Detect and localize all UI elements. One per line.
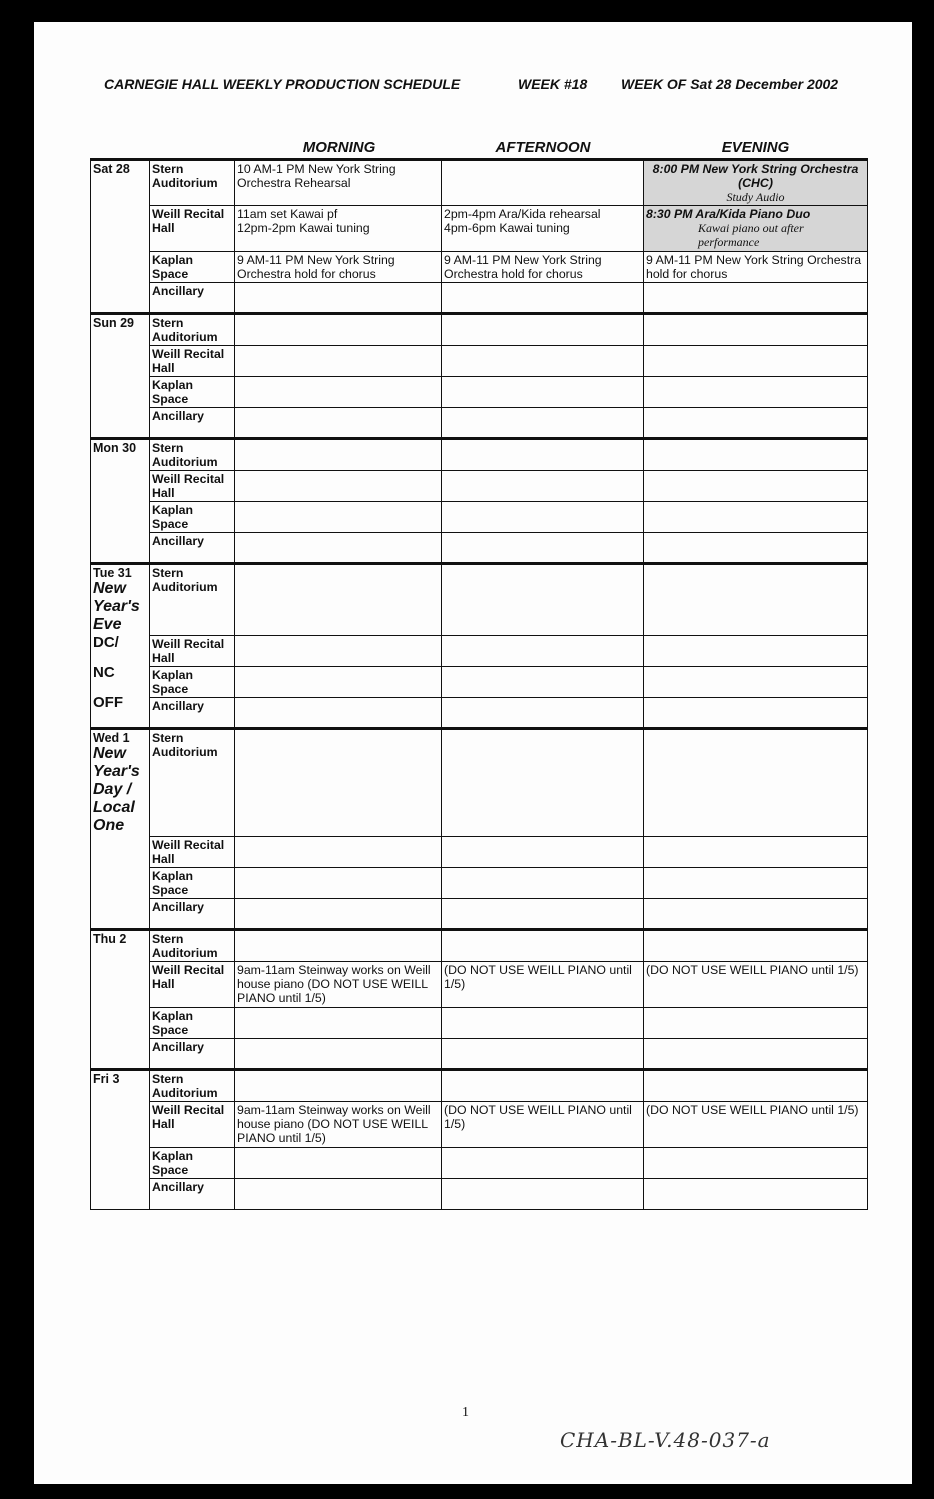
- cell-afternoon: [442, 667, 644, 698]
- table-row: [91, 1102, 868, 1148]
- cell-afternoon: [442, 1148, 644, 1179]
- cell-evening: [644, 667, 868, 698]
- cell-evening: [644, 439, 868, 471]
- cell-afternoon: [442, 160, 644, 206]
- table-row: [91, 837, 868, 868]
- schedule-table: [90, 158, 868, 1210]
- table-row: [91, 729, 868, 837]
- cell-evening: [644, 868, 868, 899]
- table-row: [91, 283, 868, 314]
- week-of: WEEK OF Sat 28 December 2002: [621, 76, 839, 92]
- cell-morning: [235, 868, 442, 899]
- schedule-title: CARNEGIE HALL WEEKLY PRODUCTION SCHEDULE: [104, 76, 461, 92]
- cell-morning: [235, 1179, 442, 1210]
- cell-evening: [644, 314, 868, 346]
- cell-evening: [644, 346, 868, 377]
- cell-morning: [235, 1008, 442, 1039]
- cell-line: 11am set Kawai pf: [237, 207, 338, 221]
- cell-afternoon: 9 AM-11 PM New York String Orchestra hold for chorus: [442, 252, 644, 283]
- cell-evening: [644, 206, 868, 252]
- event-subtitle: Kawai piano out after performance: [698, 221, 804, 249]
- cell-afternoon: [442, 377, 644, 408]
- table-row: [91, 252, 868, 283]
- cell-morning: [235, 439, 442, 471]
- venue-label: Weill Recital Hall: [150, 1102, 235, 1148]
- cell-morning: 10 AM-1 PM New York String Orchestra Rehearsal: [235, 160, 442, 206]
- cell-afternoon: [442, 346, 644, 377]
- cell-afternoon: [442, 439, 644, 471]
- table-row: [91, 471, 868, 502]
- table-row: [91, 564, 868, 636]
- cell-afternoon: [442, 636, 644, 667]
- table-row: [91, 899, 868, 930]
- cell-evening: [644, 377, 868, 408]
- cell-afternoon: [442, 502, 644, 533]
- venue-label: Stern Auditorium: [150, 314, 235, 346]
- cell-evening: [644, 837, 868, 868]
- day-extra: NC: [93, 664, 115, 681]
- venue-label: Kaplan Space: [150, 667, 235, 698]
- cell-morning: [235, 283, 442, 314]
- cell-evening: [644, 636, 868, 667]
- venue-label: Weill Recital Hall: [150, 471, 235, 502]
- cell-afternoon: [442, 564, 644, 636]
- cell-afternoon: [442, 837, 644, 868]
- cell-morning: 9am-11am Steinway works on Weill house piano (DO NOT USE WEILL PIANO until 1/5): [235, 962, 442, 1008]
- cell-evening: (DO NOT USE WEILL PIANO until 1/5): [644, 962, 868, 1008]
- cell-evening: [644, 1070, 868, 1102]
- cell-morning: [235, 471, 442, 502]
- cell-morning: [235, 314, 442, 346]
- cell-evening: [644, 1179, 868, 1210]
- venue-label: Weill Recital Hall: [150, 962, 235, 1008]
- cell-morning: 9am-11am Steinway works on Weill house piano (DO NOT USE WEILL PIANO until 1/5): [235, 1102, 442, 1148]
- week-number: WEEK #18: [518, 76, 588, 92]
- cell-morning: [235, 346, 442, 377]
- cell-evening: [644, 408, 868, 439]
- table-row: [91, 502, 868, 533]
- cell-evening: [644, 471, 868, 502]
- venue-label: Stern Auditorium: [150, 729, 235, 837]
- venue-label: Ancillary: [150, 698, 235, 729]
- day-label: Mon 30: [91, 439, 150, 564]
- venue-label: Stern Auditorium: [150, 160, 235, 206]
- table-row: [91, 439, 868, 471]
- cell-evening: [644, 1008, 868, 1039]
- table-row: [91, 1070, 868, 1102]
- cell-morning: 9 AM-11 PM New York String Orchestra hold for chorus: [235, 252, 442, 283]
- event-title: 8:30 PM Ara/Kida Piano Duo: [646, 207, 811, 221]
- cell-evening: [644, 698, 868, 729]
- cell-evening: [644, 930, 868, 962]
- cell-afternoon: [442, 1008, 644, 1039]
- cell-morning: [235, 1039, 442, 1070]
- cell-afternoon: [442, 206, 644, 252]
- table-row: [91, 408, 868, 439]
- table-row: [91, 346, 868, 377]
- cell-morning: [235, 408, 442, 439]
- table-row: [91, 1008, 868, 1039]
- venue-label: Kaplan Space: [150, 1148, 235, 1179]
- day-label: Wed 1: [93, 731, 130, 745]
- venue-label: Ancillary: [150, 533, 235, 564]
- cell-evening: [644, 283, 868, 314]
- table-row: [91, 930, 868, 962]
- cell-morning: [235, 837, 442, 868]
- venue-label: Kaplan Space: [150, 1008, 235, 1039]
- cell-morning: [235, 729, 442, 837]
- table-row: [91, 160, 868, 206]
- event-title: 8:00 PM New York String Orchestra (CHC): [652, 162, 859, 190]
- venue-label: Ancillary: [150, 283, 235, 314]
- cell-evening: [644, 160, 868, 206]
- table-row: [91, 636, 868, 667]
- cell-afternoon: [442, 314, 644, 346]
- venue-label: Weill Recital Hall: [150, 636, 235, 667]
- cell-afternoon: [442, 729, 644, 837]
- cell-morning: [235, 899, 442, 930]
- cell-morning: [235, 667, 442, 698]
- cell-morning: [235, 564, 442, 636]
- table-row: [91, 962, 868, 1008]
- archive-id: CHA-BL-V.48-037-a: [560, 1428, 771, 1452]
- cell-afternoon: [442, 1179, 644, 1210]
- venue-label: Stern Auditorium: [150, 564, 235, 636]
- table-row: [91, 667, 868, 698]
- venue-label: Stern Auditorium: [150, 439, 235, 471]
- day-cell: [91, 564, 150, 729]
- table-row: [91, 868, 868, 899]
- day-label: Sun 29: [91, 314, 150, 439]
- day-label: Thu 2: [91, 930, 150, 1070]
- table-row: [91, 206, 868, 252]
- cell-morning: [235, 1070, 442, 1102]
- table-row: [91, 533, 868, 564]
- cell-evening: [644, 729, 868, 837]
- cell-morning: [235, 533, 442, 564]
- cell-afternoon: [442, 1039, 644, 1070]
- venue-label: Kaplan Space: [150, 252, 235, 283]
- cell-line: 4pm-6pm Kawai tuning: [444, 221, 570, 235]
- venue-label: Kaplan Space: [150, 502, 235, 533]
- venue-label: Weill Recital Hall: [150, 346, 235, 377]
- venue-label: Ancillary: [150, 1039, 235, 1070]
- cell-evening: (DO NOT USE WEILL PIANO until 1/5): [644, 1102, 868, 1148]
- table-row: [91, 1179, 868, 1210]
- venue-label: Stern Auditorium: [150, 1070, 235, 1102]
- cell-morning: [235, 930, 442, 962]
- day-label: Fri 3: [91, 1070, 150, 1210]
- venue-label: Ancillary: [150, 899, 235, 930]
- venue-label: Kaplan Space: [150, 377, 235, 408]
- column-header-morning: MORNING: [302, 139, 376, 156]
- cell-evening: [644, 1039, 868, 1070]
- venue-label: Kaplan Space: [150, 868, 235, 899]
- day-extra: DC/: [93, 634, 119, 651]
- day-note: New Year's Eve: [93, 580, 140, 633]
- cell-afternoon: [442, 1070, 644, 1102]
- table-row: [91, 1148, 868, 1179]
- cell-evening: [644, 533, 868, 564]
- venue-label: Ancillary: [150, 408, 235, 439]
- cell-evening: 9 AM-11 PM New York String Orchestra hold for chorus: [644, 252, 868, 283]
- table-row: [91, 1039, 868, 1070]
- cell-morning: [235, 636, 442, 667]
- day-label: Tue 31: [93, 566, 132, 580]
- table-row: [91, 698, 868, 729]
- cell-morning: [235, 698, 442, 729]
- cell-evening: [644, 1148, 868, 1179]
- venue-label: Weill Recital Hall: [150, 837, 235, 868]
- cell-afternoon: [442, 868, 644, 899]
- cell-morning: [235, 377, 442, 408]
- cell-afternoon: [442, 698, 644, 729]
- cell-line: 12pm-2pm Kawai tuning: [237, 221, 370, 235]
- cell-afternoon: (DO NOT USE WEILL PIANO until 1/5): [442, 962, 644, 1008]
- cell-evening: [644, 564, 868, 636]
- table-row: [91, 314, 868, 346]
- day-label: Sat 28: [91, 160, 150, 314]
- cell-morning: [235, 206, 442, 252]
- column-header-afternoon: AFTERNOON: [495, 139, 591, 156]
- cell-line: 2pm-4pm Ara/Kida rehearsal: [444, 207, 601, 221]
- cell-afternoon: [442, 471, 644, 502]
- cell-afternoon: [442, 283, 644, 314]
- column-header-evening: EVENING: [721, 139, 790, 156]
- venue-label: Stern Auditorium: [150, 930, 235, 962]
- venue-label: Ancillary: [150, 1179, 235, 1210]
- cell-afternoon: [442, 899, 644, 930]
- day-extra: OFF: [93, 694, 123, 711]
- cell-afternoon: (DO NOT USE WEILL PIANO until 1/5): [442, 1102, 644, 1148]
- cell-evening: [644, 899, 868, 930]
- table-row: [91, 377, 868, 408]
- cell-afternoon: [442, 408, 644, 439]
- cell-afternoon: [442, 533, 644, 564]
- cell-morning: [235, 1148, 442, 1179]
- day-note: New Year's Day / Local One: [93, 745, 140, 834]
- day-cell: [91, 729, 150, 930]
- venue-label: Weill Recital Hall: [150, 206, 235, 252]
- cell-morning: [235, 502, 442, 533]
- cell-afternoon: [442, 930, 644, 962]
- event-subtitle: Study Audio: [726, 190, 785, 204]
- cell-evening: [644, 502, 868, 533]
- page-number: 1: [462, 1405, 469, 1420]
